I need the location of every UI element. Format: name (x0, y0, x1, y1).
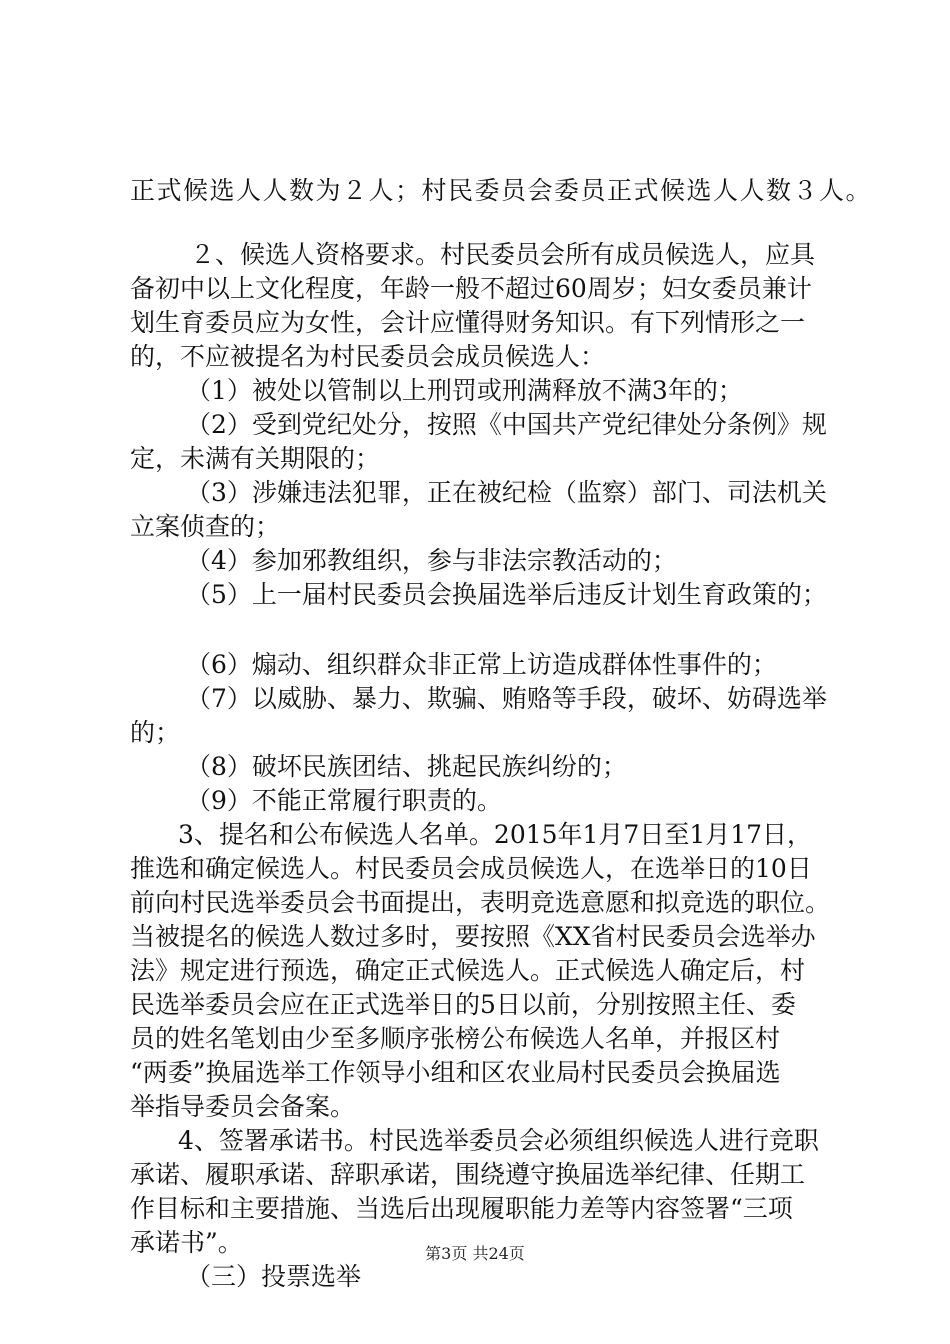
text-line: （8）破坏民族团结、挑起民族纠纷的； (186, 752, 627, 781)
section-heading: （三）投票选举 (186, 1262, 362, 1291)
text-line: 定，未满有关期限的； (130, 444, 381, 473)
text-line: 3、提名和公布候选人名单。2015年1月7日至1月17日， (178, 820, 813, 849)
text-line: （3）涉嫌违法犯罪，正在被纪检（监察）部门、司法机关 (186, 478, 827, 507)
text-line: 民选举委员会应在正式选举日的5日以前，分别按照主任、委 (130, 990, 796, 1019)
text-line: （1）被处以管制以上刑罚或刑满释放不满3年的； (186, 376, 743, 405)
text-line: 的； (130, 718, 181, 747)
text-line: 当被提名的候选人数过多时，要按照《XX省村民委员会选举办 (130, 922, 816, 951)
text-line: 正式候选人人数为２人；村民委员会委员正式候选人人数３人。 (130, 176, 873, 205)
text-line: （9）不能正常履行职责的。 (186, 786, 502, 815)
text-line: （2）受到党纪处分，按照《中国共产党纪律处分条例》规 (186, 410, 827, 439)
text-line: 立案侦查的； (130, 512, 281, 541)
text-line: 法》规定进行预选，确定正式候选人。正式候选人确定后，村 (130, 956, 806, 985)
text-line: （6）煽动、组织群众非正常上访造成群体性事件的； (186, 650, 777, 679)
text-line: 4、签署承诺书。村民选举委员会必须组织候选人进行竞职 (178, 1126, 819, 1155)
text-line: ２、候选人资格要求。村民委员会所有成员候选人，应具 (190, 240, 816, 269)
text-line: 作目标和主要措施、当选后出现履职能力差等内容签署“三项 (130, 1194, 793, 1223)
text-line: 备初中以上文化程度，年龄一般不超过60周岁；妇女委员兼计 (130, 274, 812, 303)
text-line: 前向村民选举委员会书面提出，表明竞选意愿和拟竞选的职位。 (130, 888, 831, 917)
page-number: 第3页 共24页 (425, 1244, 525, 1263)
document-body (130, 174, 873, 1294)
text-line: （4）参加邪教组织，参与非法宗教活动的； (186, 546, 677, 575)
text-line: 承诺、履职承诺、辞职承诺，围绕遵守换届选举纪律、任期工 (130, 1160, 806, 1189)
text-line: “两委”换届选举工作领导小组和区农业局村民委员会换届选 (130, 1058, 781, 1087)
text-line: 推选和确定候选人。村民委员会成员候选人，在选举日的10日 (130, 854, 812, 883)
text-line: 的，不应被提名为村民委员会成员候选人： (130, 342, 606, 371)
text-line: 举指导委员会备案。 (130, 1092, 356, 1121)
text-line: （5）上一届村民委员会换届选举后违反计划生育政策的； (186, 580, 827, 609)
text-line: 员的姓名笔划由少至多顺序张榜公布候选人名单，并报区村 (130, 1024, 781, 1053)
text-line: （7）以威胁、暴力、欺骗、贿赂等手段，破坏、妨碍选举 (186, 684, 827, 713)
text-line: 划生育委员应为女性，会计应懂得财务知识。有下列情形之一 (130, 308, 806, 337)
text-line: 承诺书”。 (130, 1228, 243, 1257)
